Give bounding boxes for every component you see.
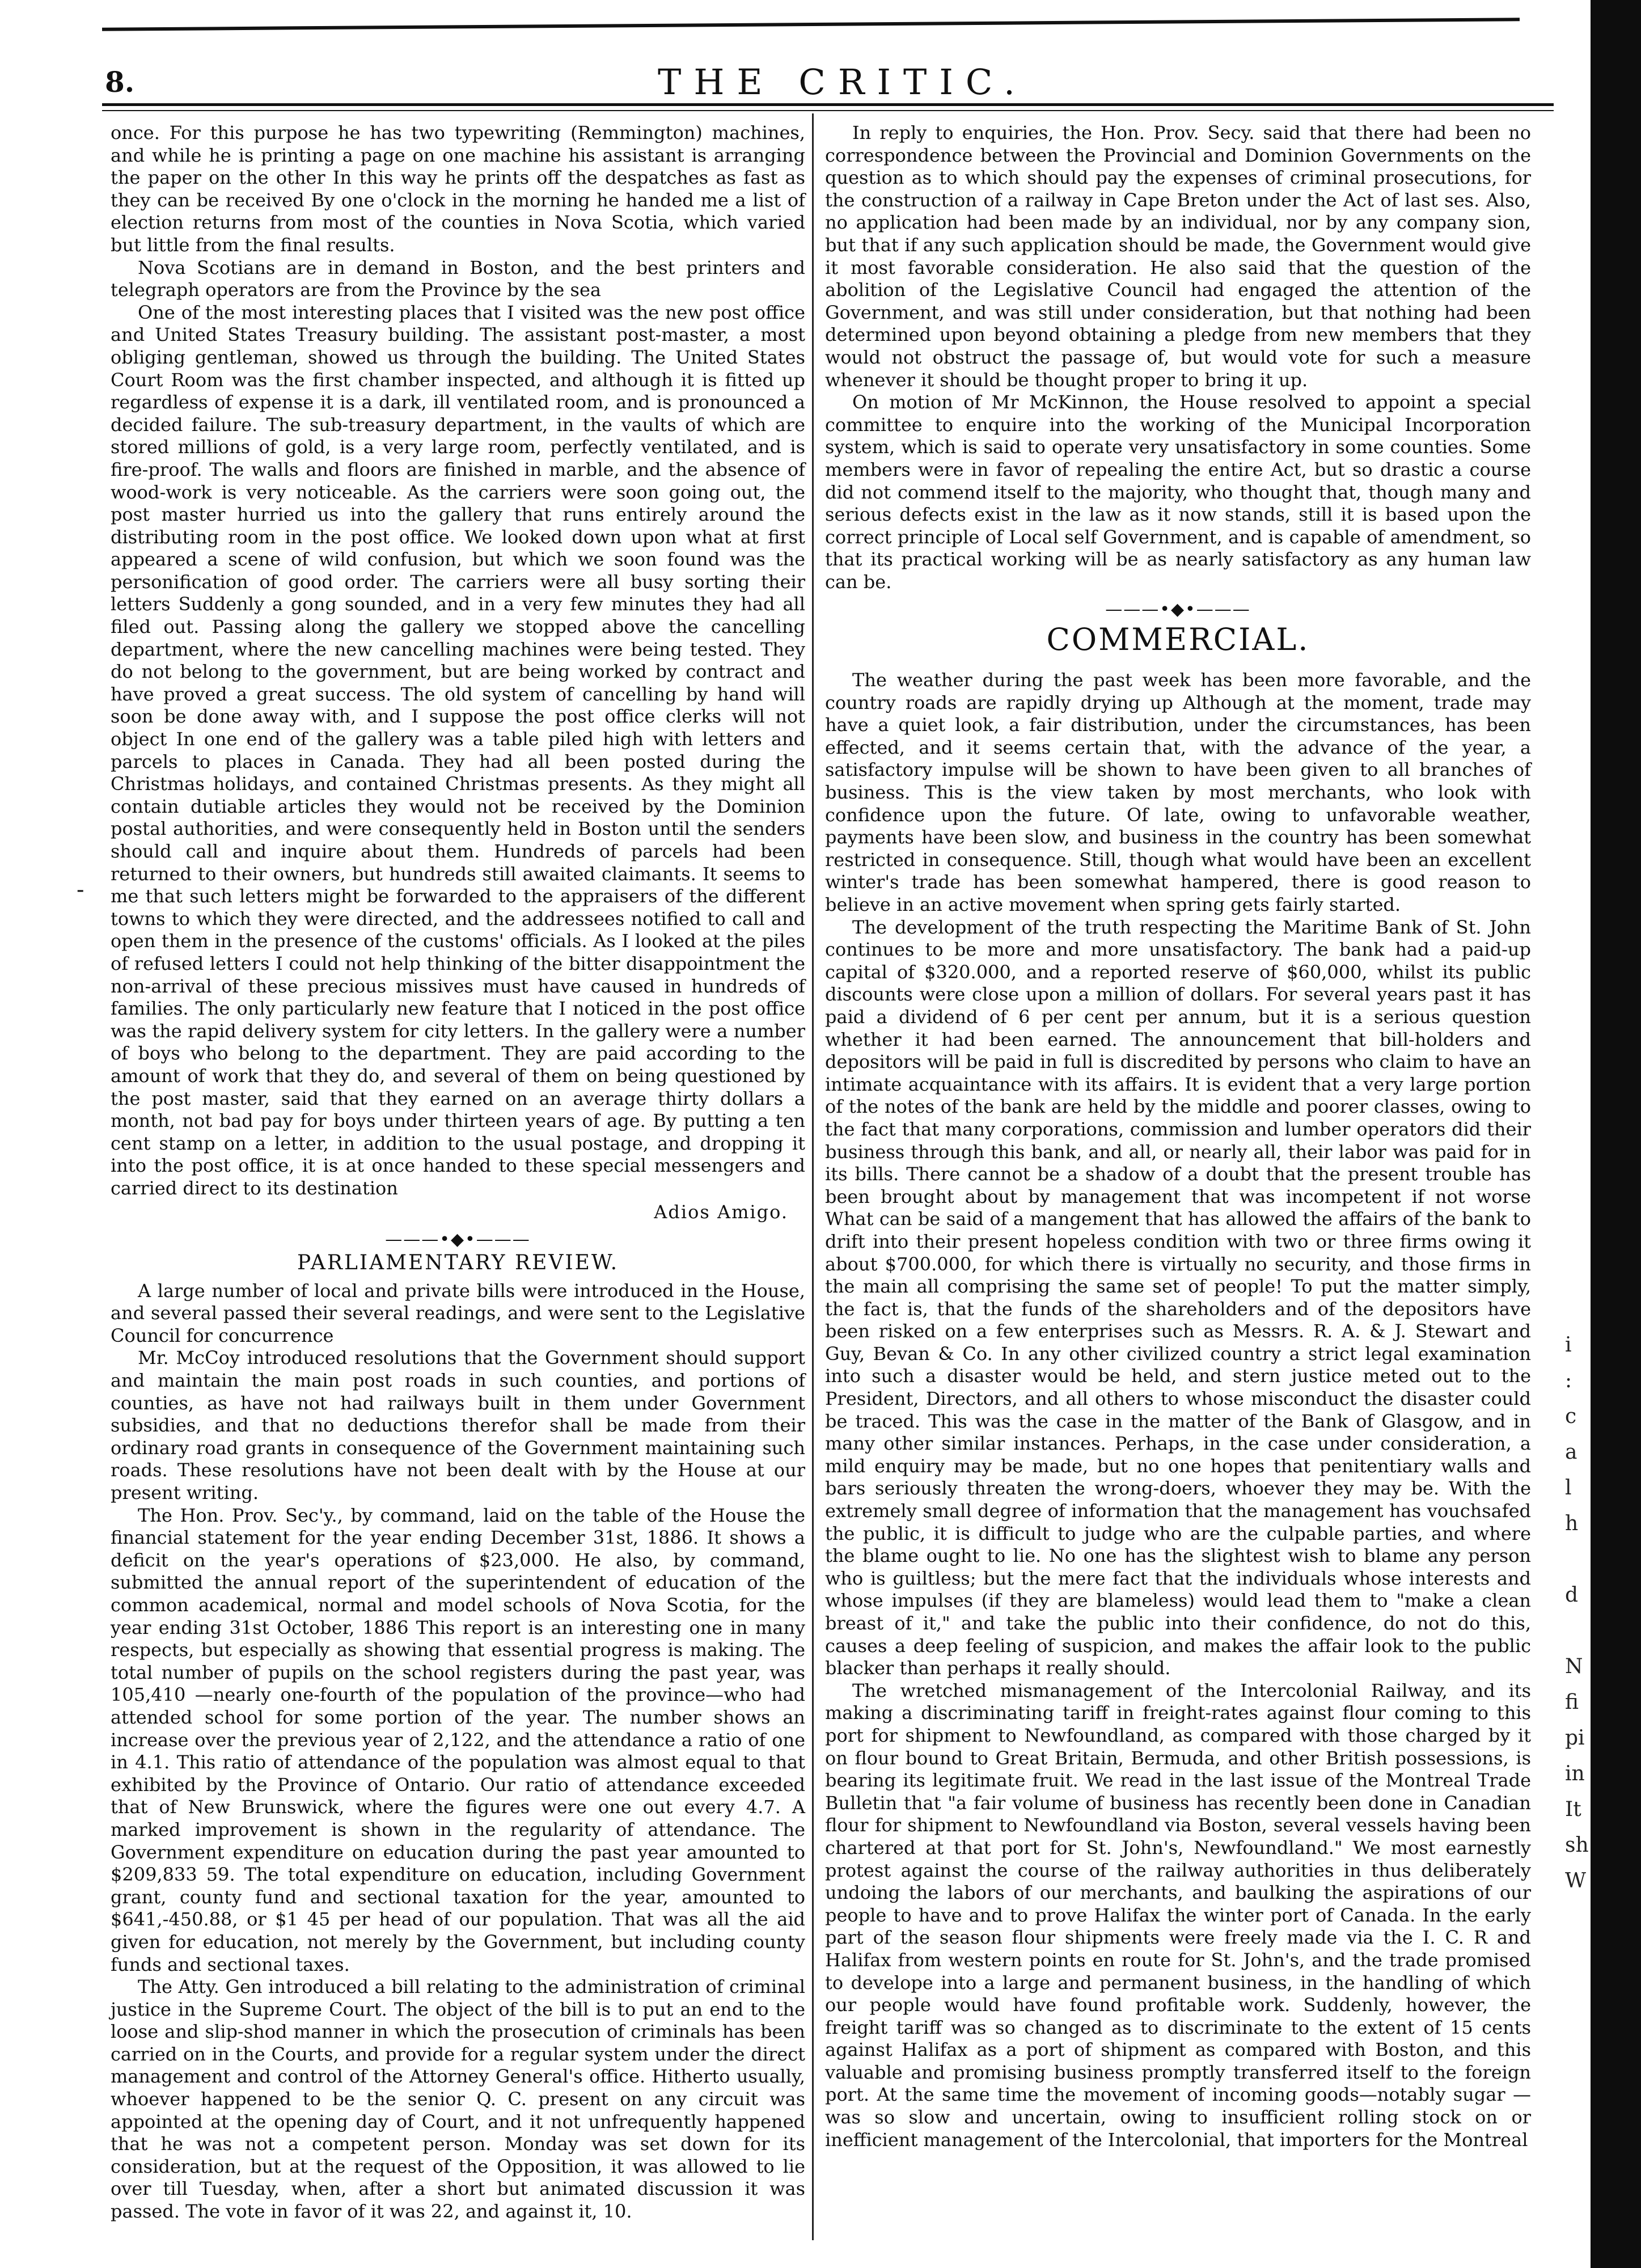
scan-dark-edge [1591,0,1641,2268]
section-divider: ———•◆•——— [385,1230,531,1250]
margin-dash-mark: - [77,877,84,903]
paragraph: The Hon. Prov. Sec'y., by command, laid on the table of the House the financial statement for the year ending December 31st, 1886. It shows a deficit on the year's operations of $23,000. He also, by command, submitted the annual report of the superintendent of education of the common academical, normal and model schools of Nova Scotia, for the year ending 31st October, 1886 This report is an interesting one in many respects, but especially as showing that essential progress is making. The total number of pupils on the school registers during the past year, was 105,410 —nearly one-fourth of the population of the province—who had attended school for some portion of the year. The number shows an increase over the previous year of 2,122, and the attendance a ratio of one in 4.1. This ratio of attendance of the population was almost equal to that exhibited by the Province of Ontario. Our ratio of attendance exceeded that of New Brunswick, where the figures were one out every 4.7. A marked improvement is shown in the regularity of attendance. The Government expenditure on education during the past year amounted to $209,833 59. The total expenditure on education, including Government grant, county fund and sectional taxation for the year, amounted to $641,-450.88, or $1 45 per head of our population. That was all the aid given for education, not merely by the Government, but including county funds and sectional taxes. [111,1504,805,1975]
page-number: 8. [105,65,135,99]
header-rule-thick [102,103,1554,106]
top-border-line [102,18,1520,31]
left-column [111,122,805,2223]
adjacent-page-fragment: i : c a l h d N fi pi in It sh W [1565,1333,1589,1893]
paragraph: The wretched mismanagement of the Intercolonial Railway, and its making a discriminating tariff in freight-rates against flour coming to this port for shipment to Newfoundland, as compared with those charged by it on flour bound to Great Britain, Bermuda, and other British possessions, is bearing its legitimate fruit. We read in the last issue of the Montreal Trade Bulletin that "a fair volume of business has recently been done in Canadian flour for shipment to Newfoundland via Boston, several vessels having been chartered at that port for St. John's, Newfoundland." We most earnestly protest against the course of the railway authorities in thus deliberately undoing the labors of our merchants, and baulking the aspirations of our people to have and to prove Halifax the winter port of Canada. In the early part of the season flour shipments were freely made via the I. C. R and Halifax from western points en route for St. John's, and the trade promised to develope into a large and permanent business, in the handling of which our people would have found profitable work. Suddenly, however, the freight tariff was so changed as to discriminate to the extent of 15 cents against Halifax as a port of shipment as compared with Boston, and this valuable and promising business promptly transferred itself to the foreign port. At the same time the movement of incoming goods—notably sugar —was so slow and uncertain, owing to insufficient rolling stock on or inefficient management of the Intercolonial, that importers for the Montreal [825,1679,1531,2151]
paragraph: A large number of local and private bills were introduced in the House, and several passed their several readings, and were sent to the Legislative Council for concurrence [111,1279,805,1346]
signature: Adios Amigo. [654,1201,788,1223]
section-heading-parliamentary: PARLIAMENTARY REVIEW. [297,1251,619,1275]
paragraph: once. For this purpose he has two typewriting (Remmington) machines, and while he is printing a page on one machine his assistant is arranging the paper on the other In this way he prints off the despatches as fast as they can be received By one o'clock in the morning he handed me a list of election returns from most of the counties in Nova Scotia, which varied but little from the final results. [111,122,805,256]
paragraph: Nova Scotians are in demand in Boston, and the best printers and telegraph operators are from the Province by the sea [111,256,805,301]
section-divider: ———•◆•——— [1105,599,1251,620]
paragraph: The weather during the past week has been more favorable, and the country roads are rapidly drying up Although at the moment, trade may have a quiet look, a fair distribution, under the circumstances, has been effected, and it seems certain that, with the advance of the year, a satisfactory impulse will be shown to have been given to all branches of business. This is the view taken by most merchants, who look with confidence upon the future. Of late, owing to unfavorable weather, payments have been slow, and business in the country has been somewhat restricted in consequence. Still, though what would have been an excellent winter's trade has been somewhat hampered, there is good reason to believe in an active movement when spring gets fairly started. [825,669,1531,915]
paragraph: In reply to enquiries, the Hon. Prov. Secy. said that there had been no correspondence between the Provincial and Dominion Governments on the question as to which should pay the expenses of criminal prosecutions, for the construction of a railway in Cape Breton under the Act of last ses. Also, no application had been made by an individual, nor by any company sion, but that if any such application should be made, the Government would give it most favorable consideration. He also said that the question of the abolition of the Legislative Council had engaged the attention of the Government, and was still under consideration, but that nothing had been determined upon beyond obtaining a pledge from new members that they would not obstruct the passage of, but would vote for such a measure whenever it should be thought proper to bring it up. [825,122,1531,391]
paragraph: On motion of Mr McKinnon, the House resolved to appoint a special committee to enquire into the working of the Municipal Incorporation system, which is said to operate very unsatisfactory in some counties. Some members were in favor of repealing the entire Act, but so drastic a course did not commend itself to the majority, who thought that, though many and serious defects exist in the law as it now stands, still it is based upon the correct principle of Local self Government, and is capable of amendment, so that its practical working will be as nearly satisfactory as any human law can be. [825,391,1531,593]
paragraph: The development of the truth respecting the Maritime Bank of St. John continues to be more and more unsatisfactory. The bank had a paid-up capital of $320.000, and a reported reserve of $60,000, whilst its public discounts were close upon a million of dollars. For several years past it has paid a dividend of 6 per cent per annum, but it is a serious question whether it had been earned. The announcement that bill-holders and depositors will be paid in full is discredited by persons who claim to have an intimate acquaintance with its affairs. It is evident that a very large portion of the notes of the bank are held by the middle and poorer classes, owing to the fact that many corporations, commission and lumber operators did their business through this bank, and all, or nearly all, their labor was paid for in its bills. There cannot be a shadow of a doubt that the present trouble has been brought about by management that was incompetent if not worse What can be said of a mangement that has allowed the affairs of the bank to drift into their present hopeless condition with two or three firms owing it about $700.000, for which there is virtually no security, and those firms in the main all comprising the same set of people! To put the matter simply, the fact is, that the funds of the shareholders and of the depositors have been risked on a few enterprises such as Messrs. R. A. & J. Stewart and Guy, Bevan & Co. In any other civilized country a strict legal examination into such a disaster would be held, and stern justice meted out to the President, Directors, and all others to whose misconduct the disaster could be traced. This was the case in the matter of the Bank of Glasgow, and in many other similar instances. Perhaps, in the case under consideration, a mild enquiry may be made, but no one hopes that penitentiary walls and bars seriously threaten the wrong-doers, whoever they may be. With the extremely small degree of information that the management has vouchsafed the public, it is difficult to judge who are the culpable parties, and where the blame ought to lie. No one has the slightest wish to blame any person who is guiltless; but the mere fact that the individuals whose interests and whose impulses (if they are blameless) would lead them to "make a clean breast of it," and take the public into their confidence, do not do this, causes a deep feeling of suspicion, and makes the affair look to the public blacker than perhaps it really should. [825,916,1531,1679]
masthead-title: THE CRITIC. [658,61,1027,103]
column-divider [812,113,814,2240]
paragraph: One of the most interesting places that I visited was the new post office and United States Treasury building. The assistant post-master, a most obliging gentleman, showed us through the building. The United States Court Room was the first chamber inspected, and although it is fitted up regardless of expense it is a dark, ill ventilated room, and is pronounced a decided failure. The sub-treasury department, in the vaults of which are stored millions of gold, is a very large room, perfectly ventilated, and is fire-proof. The walls and floors are finished in marble, and the absence of wood-work is very noticeable. As the carriers were soon going out, the post master hurried us into the gallery that runs entirely around the distributing room in the post office. We looked down upon what at first appeared a scene of wild confusion, but which we soon found was the personification of good order. The carriers were all busy sorting their letters Suddenly a gong sounded, and in a very few minutes they had all filed out. Passing along the gallery we stopped above the cancelling department, where the new cancelling machines were being tested. They do not belong to the government, but are being worked by contract and have proved a great success. The old system of cancelling by hand will soon be done away with, and I suppose the post office clerks will not object In one end of the gallery was a table piled high with letters and parcels to places in Canada. They had all been posted during the Christmas holidays, and contained Christmas presents. As they might all contain dutiable articles they would not be received by the Dominion postal authorities, and were consequently held in Boston until the senders should call and inquire about them. Hundreds of parcels had been returned to their owners, but hundreds still awaited claimants. It seems to me that such letters might be forwarded to the appraisers of the different towns to which they were directed, and the addressees notified to call and open them in the presence of the customs' officials. As I looked at the piles of refused letters I could not help thinking of the bitter disappointment the non-arrival of these precious missives must have caused in hundreds of families. The only particularly new feature that I noticed in the post office was the rapid delivery system for city letters. In the gallery were a number of boys who belong to the department. They are paid according to the amount of work that they do, and several of them on being questioned by the post master, said that they earned on an average thirty dollars a month, not bad pay for boys under thirteen years of age. By putting a ten cent stamp on a letter, in addition to the usual postage, and dropping it into the post office, it is at once handed to these special messengers and carried direct to its destination [111,301,805,1199]
section-heading-commercial: COMMERCIAL. [1046,622,1310,658]
header-rule-thin [102,110,1554,111]
paragraph: The Atty. Gen introduced a bill relating to the administration of criminal justice in the Supreme Court. The object of the bill is to put an end to the loose and slip-shod manner in which the prosecution of criminals has been carried on in the Courts, and provide for a regular system under the direct management and control of the Attorney General's office. Hitherto usually, whoever happened to be the senior Q. C. present on any circuit was appointed at the opening day of Court, and it not unfrequently happened that he was not a competent person. Monday was set down for its consideration, but at the request of the Opposition, it was allowed to lie over till Tuesday, when, after a short but animated discussion it was passed. The vote in favor of it was 22, and against it, 10. [111,1976,805,2223]
paragraph: Mr. McCoy introduced resolutions that the Government should support and maintain the main post roads in such counties, and portions of counties, as have not had railways built in them under Government subsidies, and that no deductions therefor shall be made from their ordinary road grants in consequence of the Government maintaining such roads. These resolutions have not been dealt with by the House at our present writing. [111,1347,805,1504]
right-column [825,122,1531,2151]
